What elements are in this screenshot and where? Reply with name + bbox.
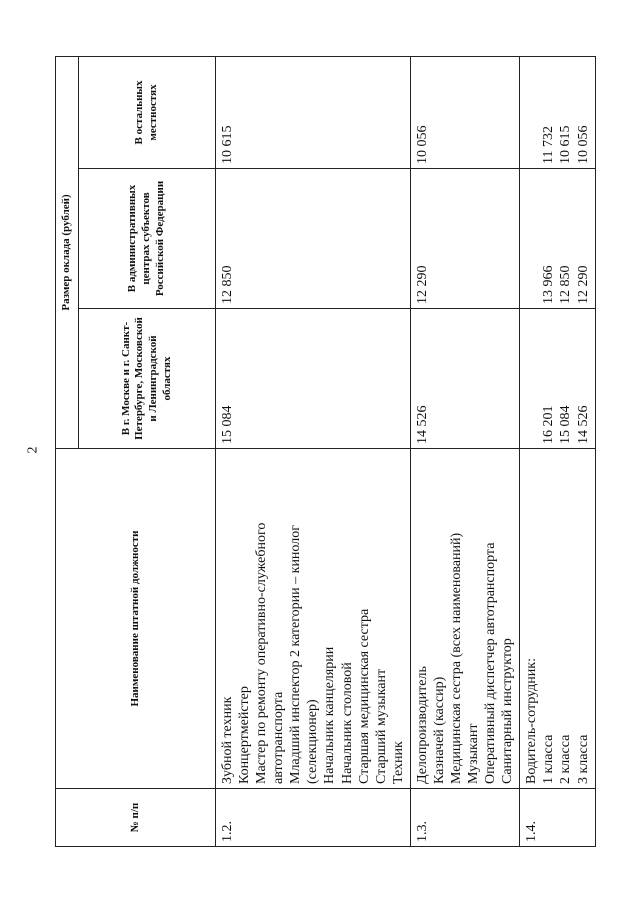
salary-other-areas [520,56,595,168]
position-name: Зубной техник [220,696,235,784]
salary-value: 12 850 [220,265,235,304]
rotated-table-container [55,57,591,847]
row-number: 1.2. [216,789,411,847]
header-number: № п/п [56,789,216,847]
position-name: 3 класса [575,734,591,784]
salary-value [523,61,540,164]
table-row [216,56,411,846]
salary-value: 13 966 [541,265,557,304]
salary-value: 12 290 [414,265,430,304]
salary-value: 10 056 [414,125,430,164]
salary-value: 14 526 [575,405,591,444]
header-moscow: В г. Москве и г. Санкт-Петербурге, Московской и Ленинградской областях [79,309,216,449]
salary-value [523,313,540,444]
position-name: Старший музыкант [373,668,389,784]
position-names [216,449,411,789]
position-name: автотранспорта [271,691,287,784]
salary-value: 10 056 [575,125,591,164]
salary-admin-centers [410,169,519,309]
position-name: Оперативный диспетчер автотранспорта [483,542,499,784]
position-name: 1 класса [541,734,557,784]
position-name: Музыкант [466,723,482,784]
salary-admin-centers [520,169,595,309]
salary-value: 14 526 [414,405,430,444]
salary-moscow [216,309,411,449]
salary-admin-centers [216,169,411,309]
salary-value: 12 290 [575,265,591,304]
salary-value: 15 084 [220,405,235,444]
row-number: 1.4. [520,789,595,847]
salary-moscow [410,309,519,449]
salary-value: 15 084 [558,405,574,444]
position-names [520,449,595,789]
position-name: Младший инспектор 2 категории – кинолог [288,525,304,784]
salary-other-areas [216,56,411,168]
salary-value: 12 850 [558,265,574,304]
position-name: Санитарный инструктор [500,638,516,784]
salary-value: 10 615 [558,125,574,164]
header-admin-centers: В административных центрах субъектов Российской Федерации [79,169,216,309]
page-number: 2 [25,446,41,454]
salary-other-areas [410,56,519,168]
position-name: Водитель-сотрудник: [524,658,540,784]
salary-value: 10 615 [220,125,235,164]
salary-value: 11 732 [541,126,557,164]
position-names [410,449,519,789]
header-position-name: Наименование штатной должности [56,449,216,789]
position-name: Медицинская сестра (всех наименований) [449,532,465,784]
position-name: Казначей (кассир) [431,676,447,784]
position-name: Делопроизводитель [414,666,430,784]
table-row [410,56,519,846]
position-name: 2 класса [558,734,574,784]
position-name: (селекционер) [305,699,321,784]
salary-value [523,173,540,304]
salary-table [55,56,596,847]
position-name: Начальник столовой [339,662,355,784]
header-other-areas: В остальных местностях [79,56,216,168]
position-name: Мастер по ремонту оперативно-служебного [254,522,270,784]
position-name: Начальник канцелярии [322,646,338,784]
position-name: Старшая медицинская сестра [356,608,372,784]
position-name: Техник [390,741,406,784]
salary-moscow [520,309,595,449]
table-row [520,56,595,846]
header-salary-group: Размер оклада (рублей) [56,56,79,448]
position-name: Концертмейстер [237,686,253,784]
row-number: 1.3. [410,789,519,847]
salary-value: 16 201 [541,405,557,444]
